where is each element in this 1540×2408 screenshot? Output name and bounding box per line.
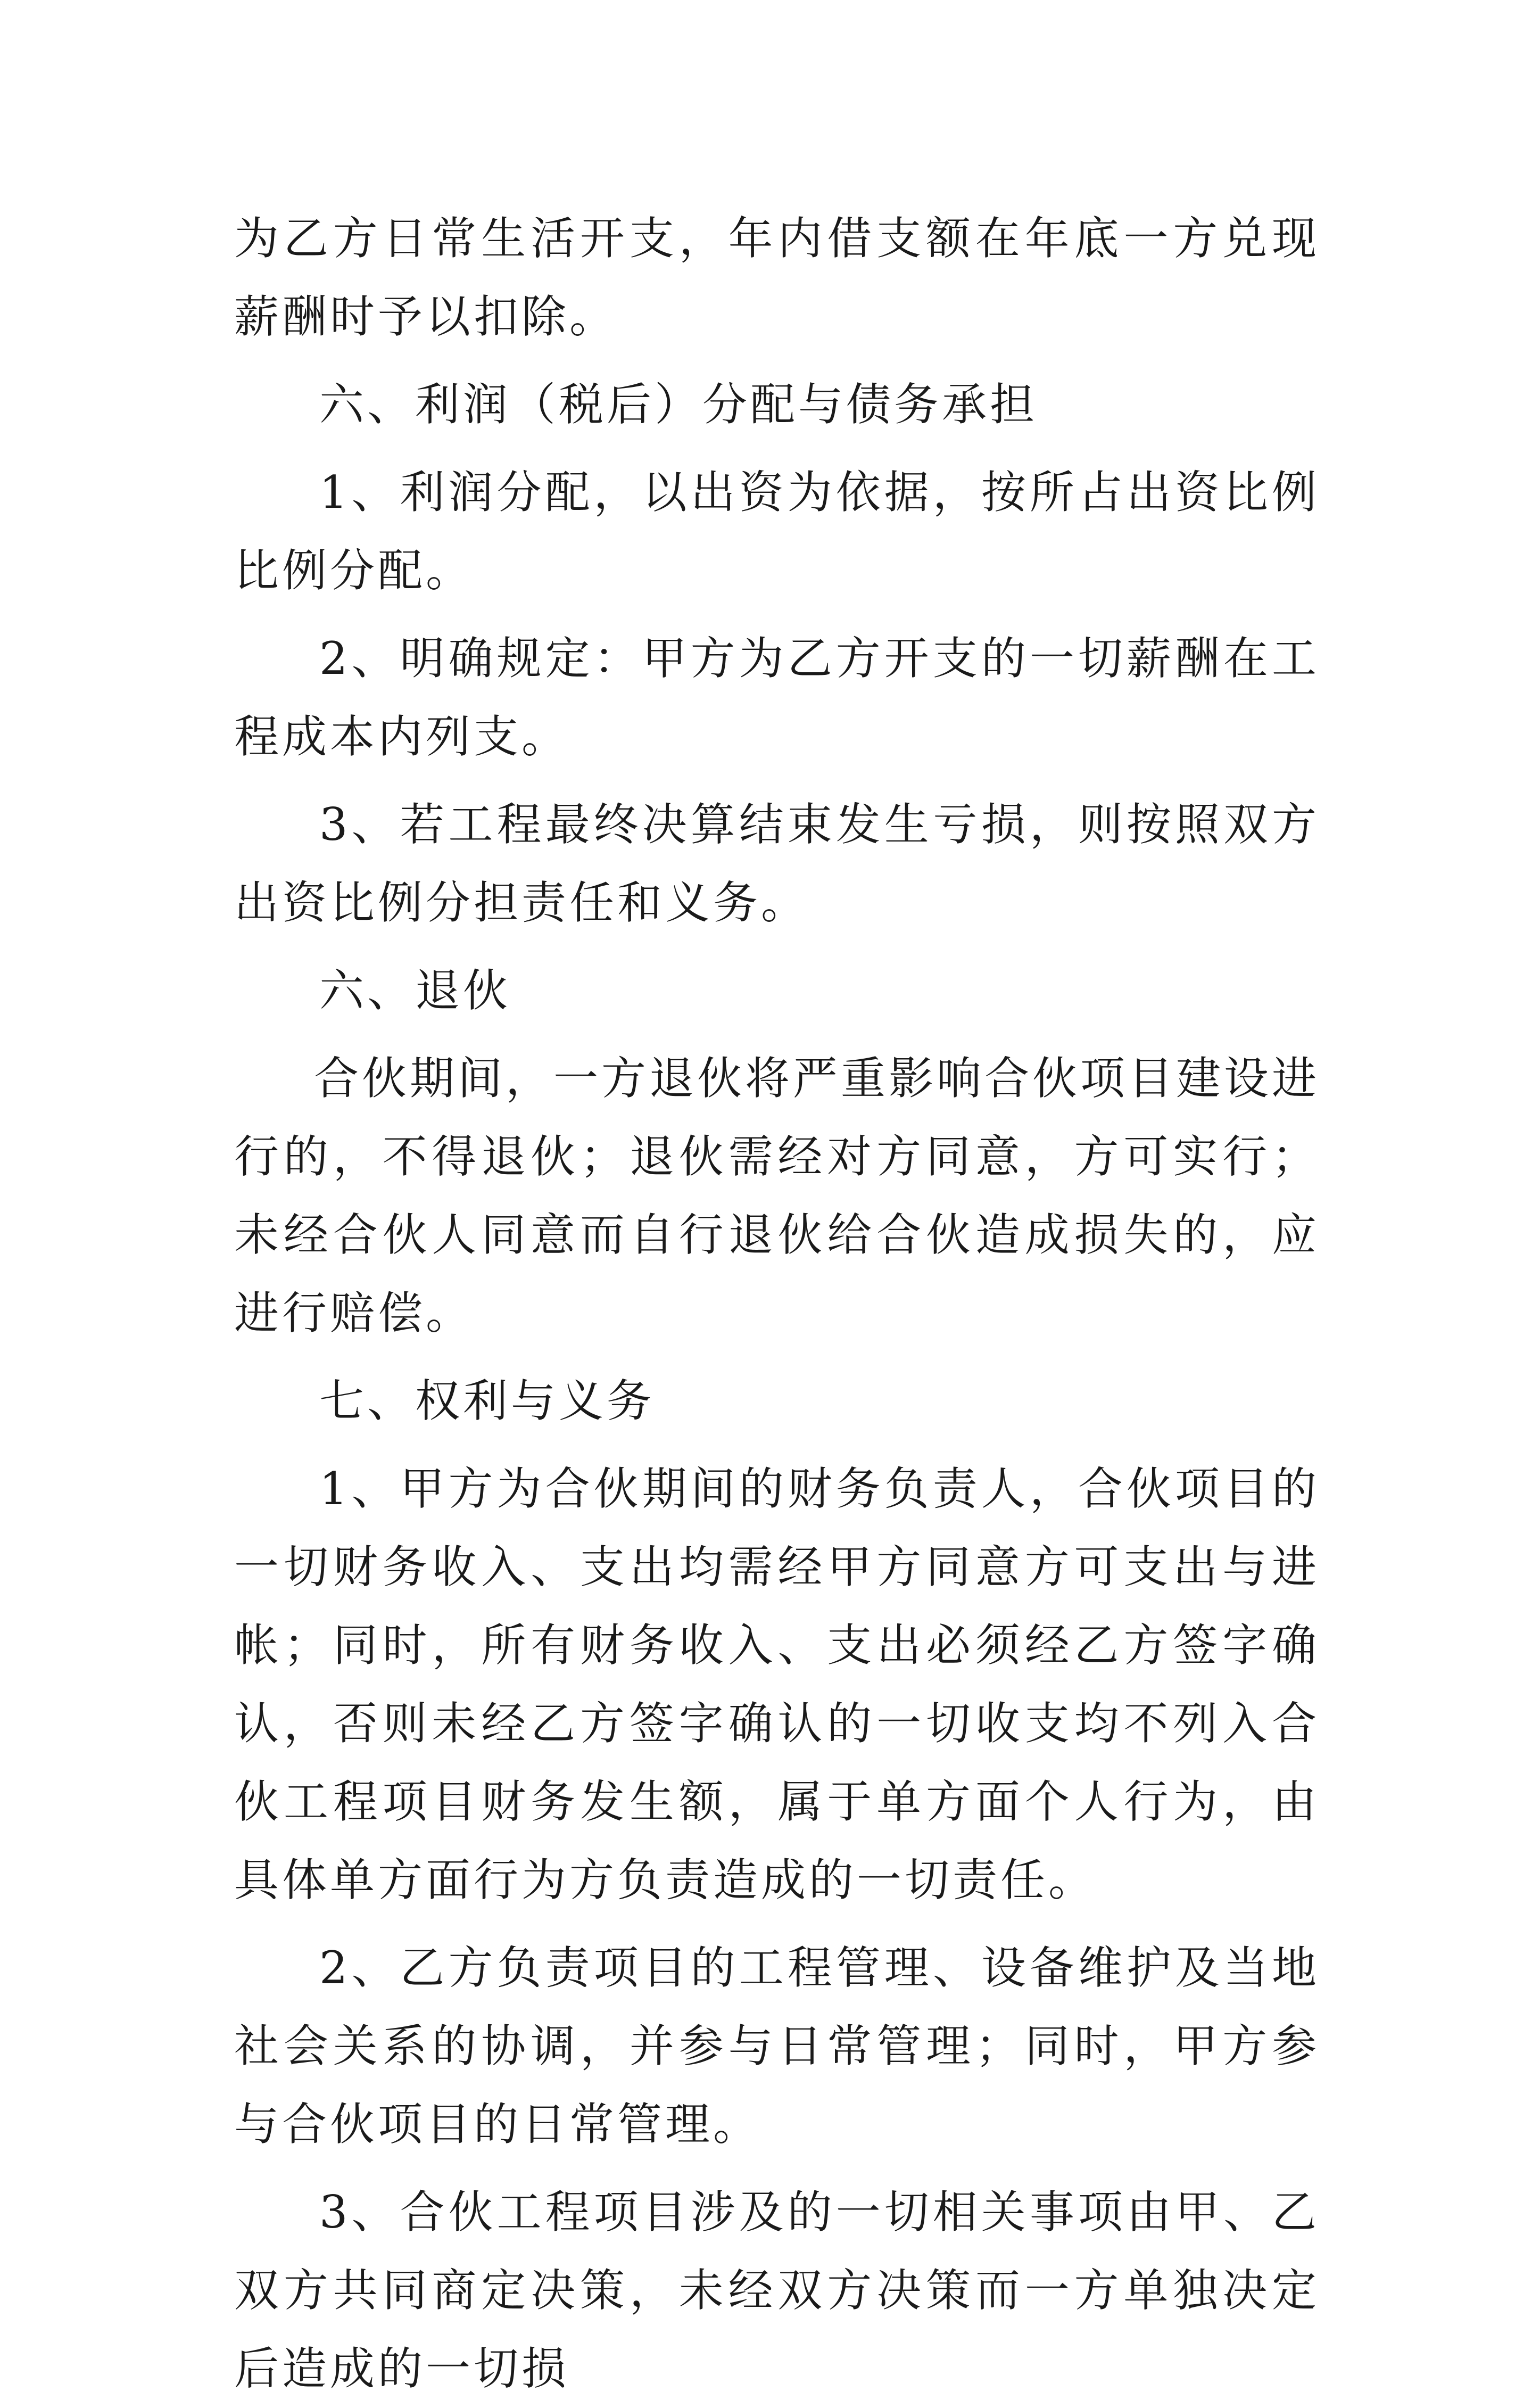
section-heading-profit-distribution: 六、利润（税后）分配与债务承担 [319,378,1038,431]
clause-profit-3: 3、若工程最终决算结束发生亏损，则按照双方出资比例分担责任和义务。 [234,798,1320,929]
clause-rights-1: 1、甲方为合伙期间的财务负责人，合伙项目的一切财务收入、支出均需经甲方同意方可支出与进帐；同时，所有财务收入、支出必须经乙方签字确认，否则未经乙方签字确认的一切收支均不列入合伙工程项目财务发生额，属于单方面个人行为，由具体单方面行为方负责造成的一切责任。 [234,1463,1320,1906]
paragraph-continuation: 为乙方日常生活开支，年内借支额在年底一方兑现薪酬时予以扣除。 [234,212,1320,343]
clause-withdrawal: 合伙期间，一方退伙将严重影响合伙项目建设进行的，不得退伙；退伙需经对方同意，方可实行；未经合伙人同意而自行退伙给合伙造成损失的，应进行赔偿。 [234,1052,1320,1339]
clause-rights-3: 3、合伙工程项目涉及的一切相关事项由甲、乙双方共同商定决策，未经双方决策而一方单独决定后造成的一切损 [234,2186,1320,2395]
section-heading-withdrawal: 六、退伙 [319,964,511,1017]
section-heading-rights-duties: 七、权利与义务 [319,1375,655,1427]
clause-profit-2: 2、明确规定：甲方为乙方开支的一切薪酬在工程成本内列支。 [234,632,1320,763]
clause-profit-1: 1、利润分配，以出资为依据，按所占出资比例比例分配。 [234,466,1320,597]
clause-rights-2: 2、乙方负责项目的工程管理、设备维护及当地社会关系的协调，并参与日常管理；同时，甲方参与合伙项目的日常管理。 [234,1942,1320,2150]
document-body [234,200,1320,2408]
